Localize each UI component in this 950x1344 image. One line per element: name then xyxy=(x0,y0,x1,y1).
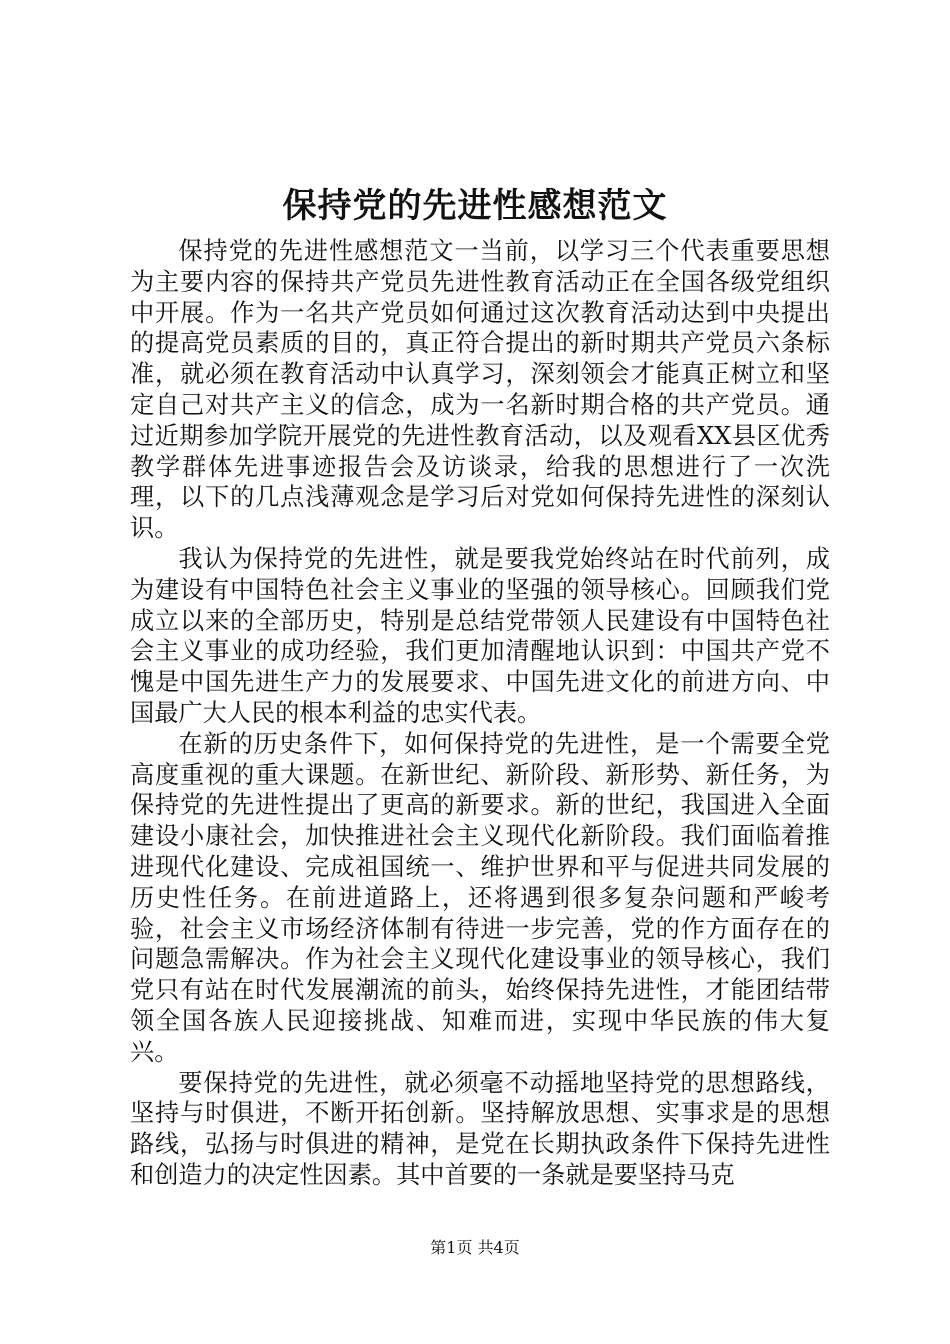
paragraph-2: 我认为保持党的先进性，就是要我党始终站在时代前列，成为建设有中国特色社会主义事业的坚强的领导核心。回顾我们党成立以来的全部历史，特别是总结党带领人民建设有中国特色社会主义事业的成功经验，我们更加清醒地认识到：中国共产党不愧是中国先进生产力的发展要求、中国先进文化的前进方向、中国最广大人民的根本利益的忠实代表。 xyxy=(130,544,830,727)
paragraph-4: 要保持党的先进性，就必须毫不动摇地坚持党的思想路线，坚持与时俱进，不断开拓创新。坚持解放思想、实事求是的思想路线，弘扬与时俱进的精神，是党在长期执政条件下保持先进性和创造力的决定性因素。其中首要的一条就是要坚持马克 xyxy=(130,1068,830,1189)
paragraph-3: 在新的历史条件下，如何保持党的先进性，是一个需要全党高度重视的重大课题。在新世纪、新阶段、新形势、新任务，为保持党的先进性提出了更高的新要求。新的世纪，我国进入全面建设小康社会，加快推进社会主义现代化新阶段。我们面临着推进现代化建设、完成祖国统一、维护世界和平与促进共同发展的历史性任务。在前进道路上，还将遇到很多复杂问题和严峻考验，社会主义市场经济体制有待进一步完善，党的作方面存在的问题急需解决。作为社会主义现代化建设事业的领导核心，我们党只有站在时代发展潮流的前头，始终保持先进性，才能团结带领全国各族人民迎接挑战、知难而进，实现中华民族的伟大复兴。 xyxy=(130,729,830,1066)
document-body xyxy=(130,236,830,1191)
paragraph-1: 保持党的先进性感想范文一当前，以学习三个代表重要思想为主要内容的保持共产党员先进性教育活动正在全国各级党组织中开展。作为一名共产党员如何通过这次教育活动达到中央提出的提高党员素质的目的，真正符合提出的新时期共产党员六条标准，就必须在教育活动中认真学习，深刻领会才能真正树立和坚定自己对共产主义的信念，成为一名新时期合格的共产党员。通过近期参加学院开展党的先进性教育活动，以及观看XX县区优秀教学群体先进事迹报告会及访谈录，给我的思想进行了一次洗理，以下的几点浅薄观念是学习后对党如何保持先进性的深刻认识。 xyxy=(130,237,830,543)
document-title: 保持党的先进性感想范文 xyxy=(282,186,668,226)
page-number-footer: 第1页 共4页 xyxy=(430,1238,520,1257)
